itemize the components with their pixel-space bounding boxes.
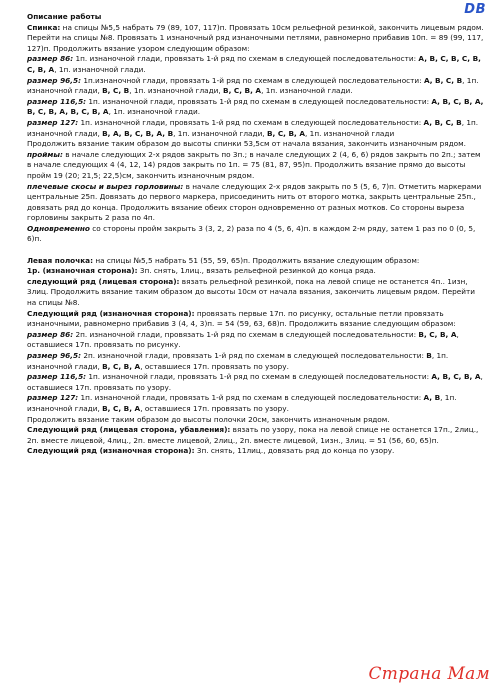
back-continue: Продолжить вязание таким образом до высоты спинки 53,5см от начала вязания, закончить изнаночным рядом. [27,139,466,149]
front-row-4: Следующий ряд (лицевая сторона, убавления): вязать по узору, пока на левой спице не останется 17п., 2лиц., 2п. вместе лицевой, 4лиц., 2п. вместе лицевой, 2лиц., 2п. вместе лицевой, 1изн., 3лиц. = 51 (56, 60, 65)п. [27,425,479,445]
watermark: Страна Мам [368,664,490,684]
back-simultaneously: Одновременно со стороны пройм закрыть 3 (3, 2, 2) раза по 4 (5, 6, 4)п. в каждом 2-м ряду, затем 1 раз по 0 (0, 5, 6)п. [27,223,476,244]
front-size-86: размер 86: 2п. изнаночной глади, провязать 1-й ряд по схемам в следующей последовательности: B, C, B, A, оставшиеся 17п. провязать по рисунку. [27,329,459,350]
front-row-3: Следующий ряд (изнаночная сторона): провязать первые 17п. по рисунку, остальные петли провязать изнаночными, равномерно прибавив 3 (4, 4, 3)п. = 54 (59, 63, 68)п. Продолжить вязание следующим образом: [27,308,456,329]
pattern-text [27,12,485,457]
back-size-116: размер 116,5: 1п. изнаночной глади, провязать 1-й ряд по схемам в следующей последовательности: A, B, C, B, A, B, C, B, A, B, C, B, A, 1п. изнаночной глади. [27,96,484,117]
front-row-1: 1р. (изнаночная сторона): 3п. снять, 1лиц., вязать рельефной резинкой до конца ряда. [27,266,376,276]
front-size-96: размер 96,5: 2п. изнаночной глади, провязать 1-й ряд по схемам в следующей последовательности: B, 1п. изнаночной глади, B, C, B, A, оставшиеся 17п. провязать по узору. [27,351,449,371]
page-title: Описание работы [27,12,102,21]
logo: DB [464,2,486,17]
front-intro: Левая полочка: на спицы №5,5 набрать 51 (55, 59, 65)п. Продолжить вязание следующим образом: [27,255,420,265]
back-size-96: размер 96,5: 1п.изнаночной глади, провязать 1-й ряд по схемам в следующей последовательности: A, B, C, B, 1п. изнаночной глади, B, C, B, 1п. изнаночной глади, B, C, B, A, 1п. изнаночной глади. [27,75,479,96]
front-label: Левая полочка: [27,255,93,265]
front-size-116: размер 116,5: 1п. изнаночной глади, провязать 1-й ряд по схемам в следующей последовательности: A, B, C, B, A, оставшиеся 17п. провязать по узору. [27,372,483,392]
front-continue: Продолжить вязание таким образом до высоты полочки 20см, закончить изнаночным рядом. [27,414,390,424]
front-size-127: размер 127: 1п. изнаночной глади, провязать 1-й ряд по схемам в следующей последовательности: A, B, 1п. изнаночной глади, B, C, B, A, оставшиеся 17п. провязать по узору. [27,393,457,413]
front-row-5: Следующий ряд (изнаночная сторона): 3п. снять, 11лиц., довязать ряд до конца по узору. [27,446,395,456]
spacer [27,245,485,256]
back-size-127: размер 127: 1п. изнаночной глади, провязать 1-й ряд по схемам в следующей последовательности: A, B, C, B, 1п. изнаночной глади, B, A, B, C, B, A, B, 1п. изнаночной глади, B, C, B, A, 1п. изнаночной глади [27,117,479,138]
front-row-2: следующий ряд (лицевая сторона): вязать рельефной резинкой, пока на левой спице не останется 4п.. 1изн, 3лиц. Продолжить вязание таким образом до высоты 10см от начала вязания, закончить лицевым рядом. Перейти на спицы №8. [27,276,475,308]
back-shoulders: плечевые скосы и вырез горловины: в начале следующих 2-х рядов закрыть по 5 (5, 6, 7)п. Отметить маркерами центральные 25п. Довязать до первого маркера, присоединить нить от второго мотка, закрыть центральные 25п., довязать ряд до конца. Продолжить вязание обеих сторон одновременно от разных мотков. Со стороны выреза горловины закрыть 2 раза по 4п. [27,181,482,223]
back-size-86: размер 86: 1п. изнаночной глади, провязать 1-й ряд по схемам в следующей последовательности: A, B, C, B, C, B, C, B, A, 1п. изнаночной глади. [27,54,481,74]
back-label: Спинка: [27,22,61,32]
back-intro: Спинка: на спицы №5,5 набрать 79 (89, 107, 117)п. Провязать 10см рельефной резинкой, закончить лицевым рядом. Перейти на спицы №8. Провязать 1 изнаночный ряд изнаночными петлями, равномерно прибавив 10п. = 89 (99, 117, 127)п. Продолжить вязание узором следующим образом: [27,22,484,53]
back-armholes: проймы: в начале следующих 2-х рядов закрыть по 3п.; в начале следующих 2 (4, 6, 6) рядов закрыть по 2п.; затем в начале следующих 4 (4, 12, 14) рядов закрыть по 1п. = 75 (81, 87, 95)п. Продолжить вязание прямо до высоты пройм 19 (20; 21,5; 22,5)см, закончить изнаночным рядом. [27,149,481,180]
